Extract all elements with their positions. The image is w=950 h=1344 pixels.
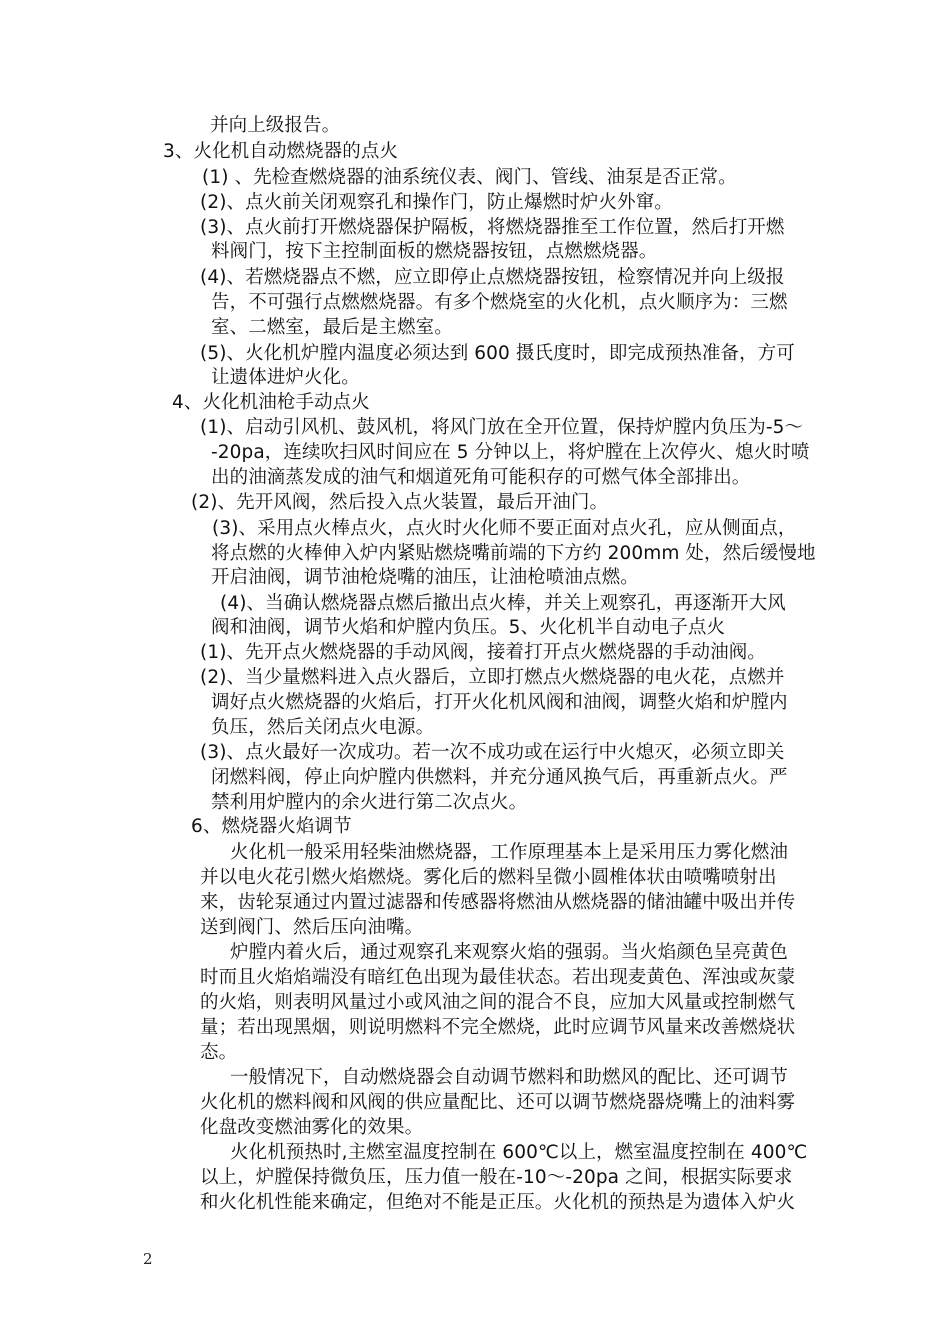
text-line: -20pa，连续吹扫风时间应在 5 分钟以上，将炉膛在上次停火、熄火时喷 (211, 442, 810, 463)
text-line: 将点燃的火棒伸入炉内紧贴燃烧嘴前端的下方约 200mm 处，然后缓慢地 (211, 543, 816, 564)
text-line: 调好点火燃烧器的火焰后，打开火化机风阀和油阀，调整火焰和炉膛内 (211, 692, 788, 713)
text-line: 禁利用炉膛内的余火进行第二次点火。 (211, 792, 528, 813)
text-line: 室、二燃室，最后是主燃室。 (211, 317, 453, 338)
text-line: 量；若出现黑烟，则说明燃料不完全燃烧，此时应调节风量来改善燃烧状 (200, 1017, 796, 1038)
section-heading: 3、火化机自动燃烧器的点火 (163, 141, 399, 162)
text-line: 阀和油阀，调节火焰和炉膛内负压。5、火化机半自动电子点火 (211, 617, 726, 638)
section-heading: 6、燃烧器火焰调节 (191, 816, 352, 837)
page-number: 2 (143, 1250, 153, 1268)
text-line: 闭燃料阀，停止向炉膛内供燃料，并充分通风换气后，再重新点火。严 (211, 767, 788, 788)
text-line: 化盘改变燃油雾化的效果。 (200, 1117, 424, 1138)
text-line: 一般情况下，自动燃烧器会自动调节燃料和助燃风的配比、还可调节 (230, 1067, 789, 1088)
text-line: 并向上级报告。 (210, 115, 341, 136)
text-line: (2)、先开风阀，然后投入点火装置，最后开油门。 (191, 492, 609, 513)
text-line: 负压，然后关闭点火电源。 (211, 717, 435, 738)
text-line: 开启油阀，调节油枪烧嘴的油压，让油枪喷油点燃。 (211, 567, 639, 588)
text-line: 火化机预热时,主燃室温度控制在 600℃以上，燃室温度控制在 400℃ (230, 1142, 808, 1163)
text-line: (3)、点火前打开燃烧器保护隔板，将燃烧器推至工作位置，然后打开燃 (200, 217, 785, 238)
text-line: 告，不可强行点燃燃烧器。有多个燃烧室的火化机，点火顺序为：三燃 (211, 292, 788, 313)
text-line: (3)、点火最好一次成功。若一次不成功或在运行中火熄灭，必须立即关 (200, 742, 785, 763)
text-line: (5)、火化机炉膛内温度必须达到 600 摄氏度时，即完成预热准备，方可 (200, 343, 795, 364)
text-line: 让遗体进炉火化。 (211, 367, 360, 388)
text-line: 料阀门，按下主控制面板的燃烧器按钮，点燃燃烧器。 (211, 241, 658, 262)
text-line: 炉膛内着火后，通过观察孔来观察火焰的强弱。当火焰颜色呈亮黄色 (230, 942, 789, 963)
text-line: 的火焰，则表明风量过小或风油之间的混合不良，应加大风量或控制燃气 (200, 992, 796, 1013)
text-line: 和火化机性能来确定，但绝对不能是正压。火化机的预热是为遗体入炉火 (200, 1192, 796, 1213)
section-heading: 4、火化机油枪手动点火 (172, 392, 370, 413)
text-line: (4)、若燃烧器点不燃，应立即停止点燃烧器按钮，检察情况并向上级报 (200, 267, 785, 288)
text-line: 并以电火花引燃火焰燃烧。雾化后的燃料呈微小圆椎体状由喷嘴喷射出 (200, 867, 777, 888)
text-line: (2)、点火前关闭观察孔和操作门，防止爆燃时炉火外窜。 (200, 192, 673, 213)
text-line: 来，齿轮泵通过内置过滤器和传感器将燃油从燃烧器的储油罐中吸出并传 (200, 892, 796, 913)
text-line: (2)、当少量燃料进入点火器后，立即打燃点火燃烧器的电火花，点燃并 (200, 667, 785, 688)
text-line: 出的油滴蒸发成的油气和烟道死角可能积存的可燃气体全部排出。 (211, 467, 751, 488)
text-line: 火化机一般采用轻柴油燃烧器，工作原理基本上是采用压力雾化燃油 (230, 842, 789, 863)
text-line: (1) 、先检查燃烧器的油系统仪表、阀门、管线、油泵是否正常。 (202, 167, 737, 188)
text-line: 时而且火焰焰端没有暗红色出现为最佳状态。若出现麦黄色、浑浊或灰蒙 (200, 967, 796, 988)
text-line: 送到阀门、然后压向油嘴。 (200, 917, 424, 938)
text-line: (4)、当确认燃烧器点燃后撤出点火棒，并关上观察孔，再逐渐开大风 (220, 593, 786, 614)
text-line: 火化机的燃料阀和风阀的供应量配比、还可以调节燃烧器烧嘴上的油料雾 (200, 1092, 796, 1113)
text-line: (3)、采用点火棒点火，点火时火化师不要正面对点火孔，应从侧面点， (212, 518, 797, 539)
text-line: 以上，炉膛保持微负压，压力值一般在-10～-20pa 之间，根据实际要求 (200, 1167, 793, 1188)
text-line: (1)、启动引风机、鼓风机，将风门放在全开位置，保持炉膛内负压为-5～ (200, 417, 804, 438)
text-line: 态。 (200, 1042, 238, 1063)
text-line: (1)、先开点火燃烧器的手动风阀，接着打开点火燃烧器的手动油阀。 (200, 642, 766, 663)
